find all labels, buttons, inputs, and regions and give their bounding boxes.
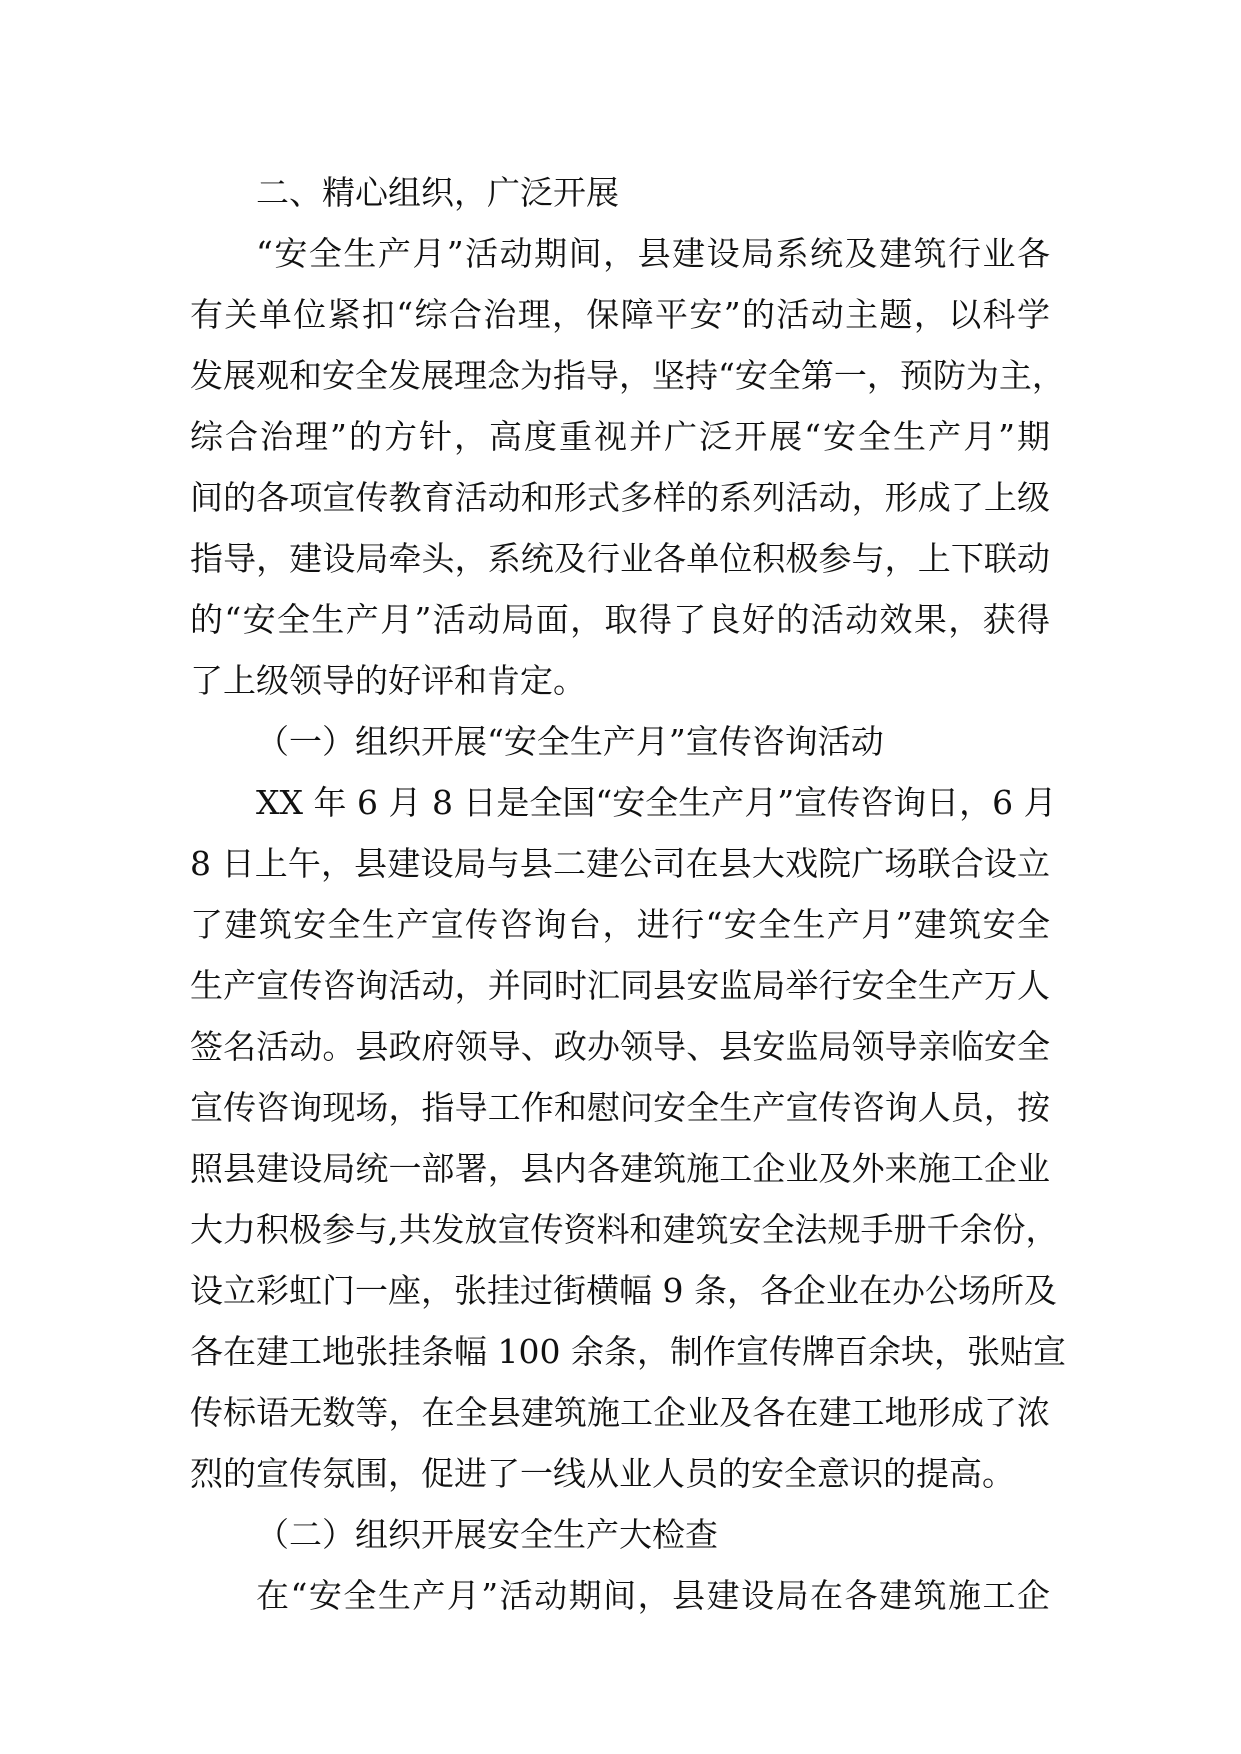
section-heading: 二、精心组织，广泛开展 [256, 173, 619, 212]
paragraph-3 [190, 1565, 1050, 1626]
paragraph-line: 各在建工地张挂条幅 100 余条，制作宣传牌百余块，张贴宣 [190, 1332, 1066, 1371]
paragraph-line: 大力积极参与,共发放宣传资料和建筑安全法规手册千余份， [190, 1210, 1059, 1249]
paragraph-line: 在“安全生产月”活动期间，县建设局在各建筑施工企 [256, 1576, 1050, 1615]
paragraph-line: 设立彩虹门一座，张挂过街横幅 9 条，各企业在办公场所及 [190, 1271, 1057, 1310]
paragraph-line: 指导，建设局牵头，系统及行业各单位积极参与，上下联动 [190, 539, 1050, 578]
paragraph-line: 了建筑安全生产宣传咨询台，进行“安全生产月”建筑安全 [190, 905, 1050, 944]
subsection-heading-1: （一）组织开展“安全生产月”宣传咨询活动 [256, 722, 884, 761]
paragraph-line: 了上级领导的好评和肯定。 [190, 661, 586, 700]
paragraph-line: 签名活动。县政府领导、政办领导、县安监局领导亲临安全 [190, 1027, 1050, 1066]
paragraph-line: XX 年 6 月 8 日是全国“安全生产月”宣传咨询日，6 月 [256, 783, 1057, 822]
paragraph-line: “安全生产月”活动期间，县建设局系统及建筑行业各 [256, 234, 1050, 273]
paragraph-1 [190, 223, 1065, 711]
paragraph-line: 有关单位紧扣“综合治理，保障平安”的活动主题，以科学 [190, 295, 1050, 334]
paragraph-line: 8 日上午，县建设局与县二建公司在县大戏院广场联合设立 [190, 844, 1050, 883]
subsection-heading-2: （二）组织开展安全生产大检查 [256, 1515, 718, 1554]
paragraph-line: 的“安全生产月”活动局面，取得了良好的活动效果，获得 [190, 600, 1050, 639]
paragraph-line: 宣传咨询现场，指导工作和慰问安全生产宣传咨询人员，按 [190, 1088, 1050, 1127]
paragraph-line: 传标语无数等，在全县建筑施工企业及各在建工地形成了浓 [190, 1393, 1050, 1432]
paragraph-line: 综合治理”的方针，高度重视并广泛开展“安全生产月”期 [190, 417, 1050, 456]
paragraph-line: 照县建设局统一部署，县内各建筑施工企业及外来施工企业 [190, 1149, 1050, 1188]
document-body [190, 162, 1066, 1626]
paragraph-line: 烈的宣传氛围，促进了一线从业人员的安全意识的提高。 [190, 1454, 1015, 1493]
paragraph-line: 发展观和安全发展理念为指导，坚持“安全第一，预防为主， [190, 356, 1065, 395]
paragraph-line: 间的各项宣传教育活动和形式多样的系列活动，形成了上级 [190, 478, 1050, 517]
paragraph-line: 生产宣传咨询活动，并同时汇同县安监局举行安全生产万人 [190, 966, 1050, 1005]
paragraph-2 [190, 772, 1066, 1504]
